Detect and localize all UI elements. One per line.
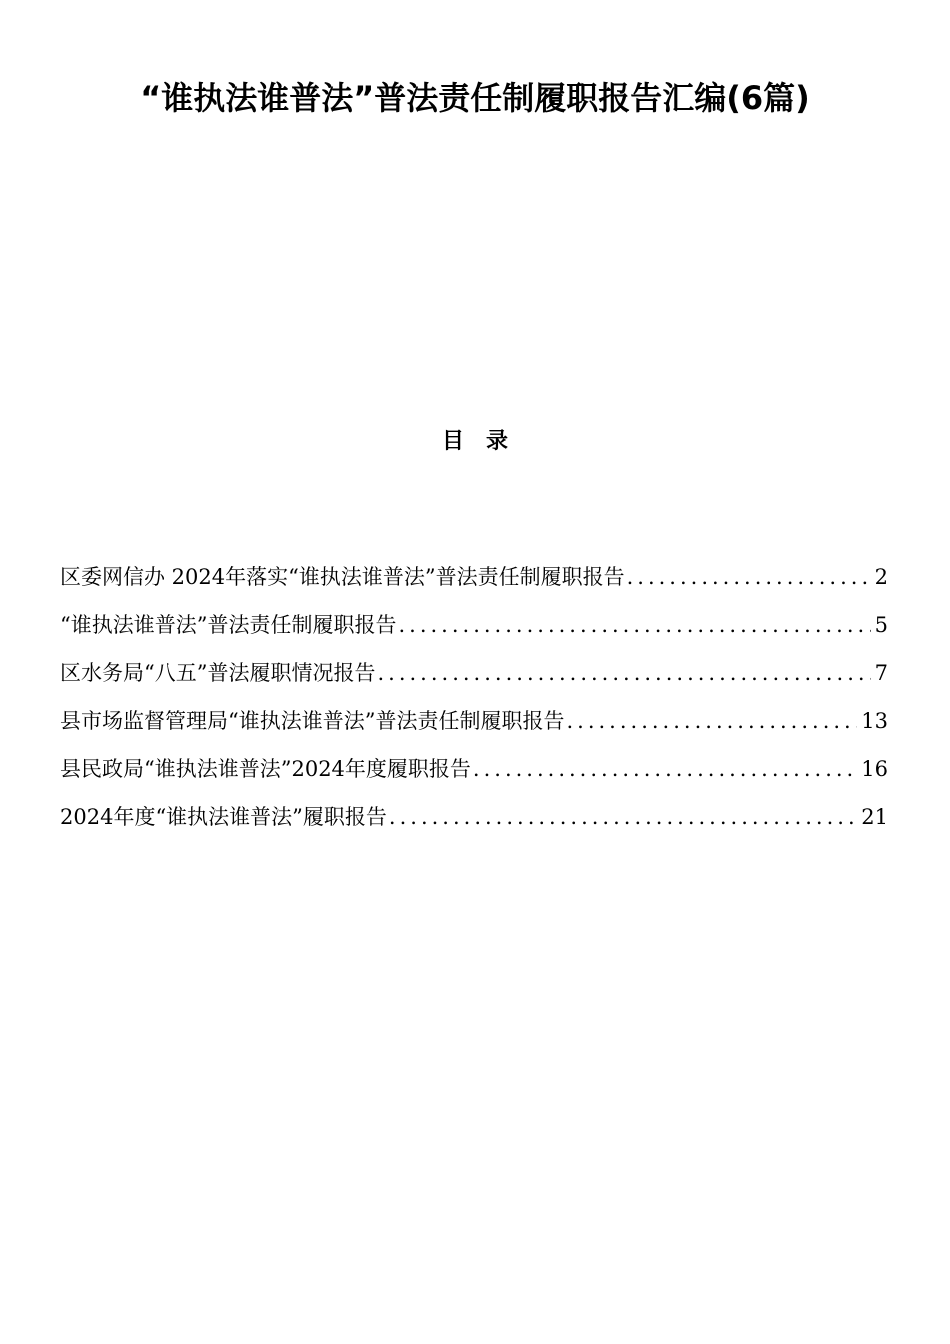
toc-entry[interactable] [60,793,888,841]
toc-entry-page: 16 [861,757,888,781]
toc-heading [0,425,950,459]
toc-entry-page: 13 [861,709,888,733]
toc-entry-title: 区水务局“八五”普法履职情况报告 [60,661,376,685]
toc-entry-title: 县市场监督管理局“谁执法谁普法”普法责任制履职报告 [60,709,565,733]
toc-entry[interactable] [60,553,888,601]
toc-entry-title: 区委网信办 2024年落实“谁执法谁普法”普法责任制履职报告 [60,565,625,589]
document-title: “谁执法谁普法”普法责任制履职报告汇编(6篇) [140,79,810,117]
toc-entry-title: “谁执法谁普法”普法责任制履职报告 [60,613,397,637]
toc-dot-leader [377,649,870,697]
toc-entry[interactable] [60,649,888,697]
toc-entry-page: 7 [874,661,888,685]
toc-dot-leader [389,793,857,841]
toc-entry-page: 2 [874,565,888,589]
toc-entry-page: 5 [874,613,888,637]
toc-dot-leader [566,697,857,745]
toc-dot-leader [473,745,857,793]
toc-entry-title: 县民政局“谁执法谁普法”2024年度履职报告 [60,757,471,781]
toc-entry[interactable] [60,601,888,649]
toc-dot-leader [627,553,871,601]
toc-heading-char: 目 [441,429,464,454]
toc-entry[interactable] [60,745,888,793]
toc-dot-leader [398,601,870,649]
toc-heading-char: 录 [486,429,509,454]
toc-entry-title: 2024年度“谁执法谁普法”履职报告 [60,805,387,829]
toc-entry[interactable] [60,697,888,745]
table-of-contents [60,553,888,841]
toc-entry-page: 21 [861,805,888,829]
